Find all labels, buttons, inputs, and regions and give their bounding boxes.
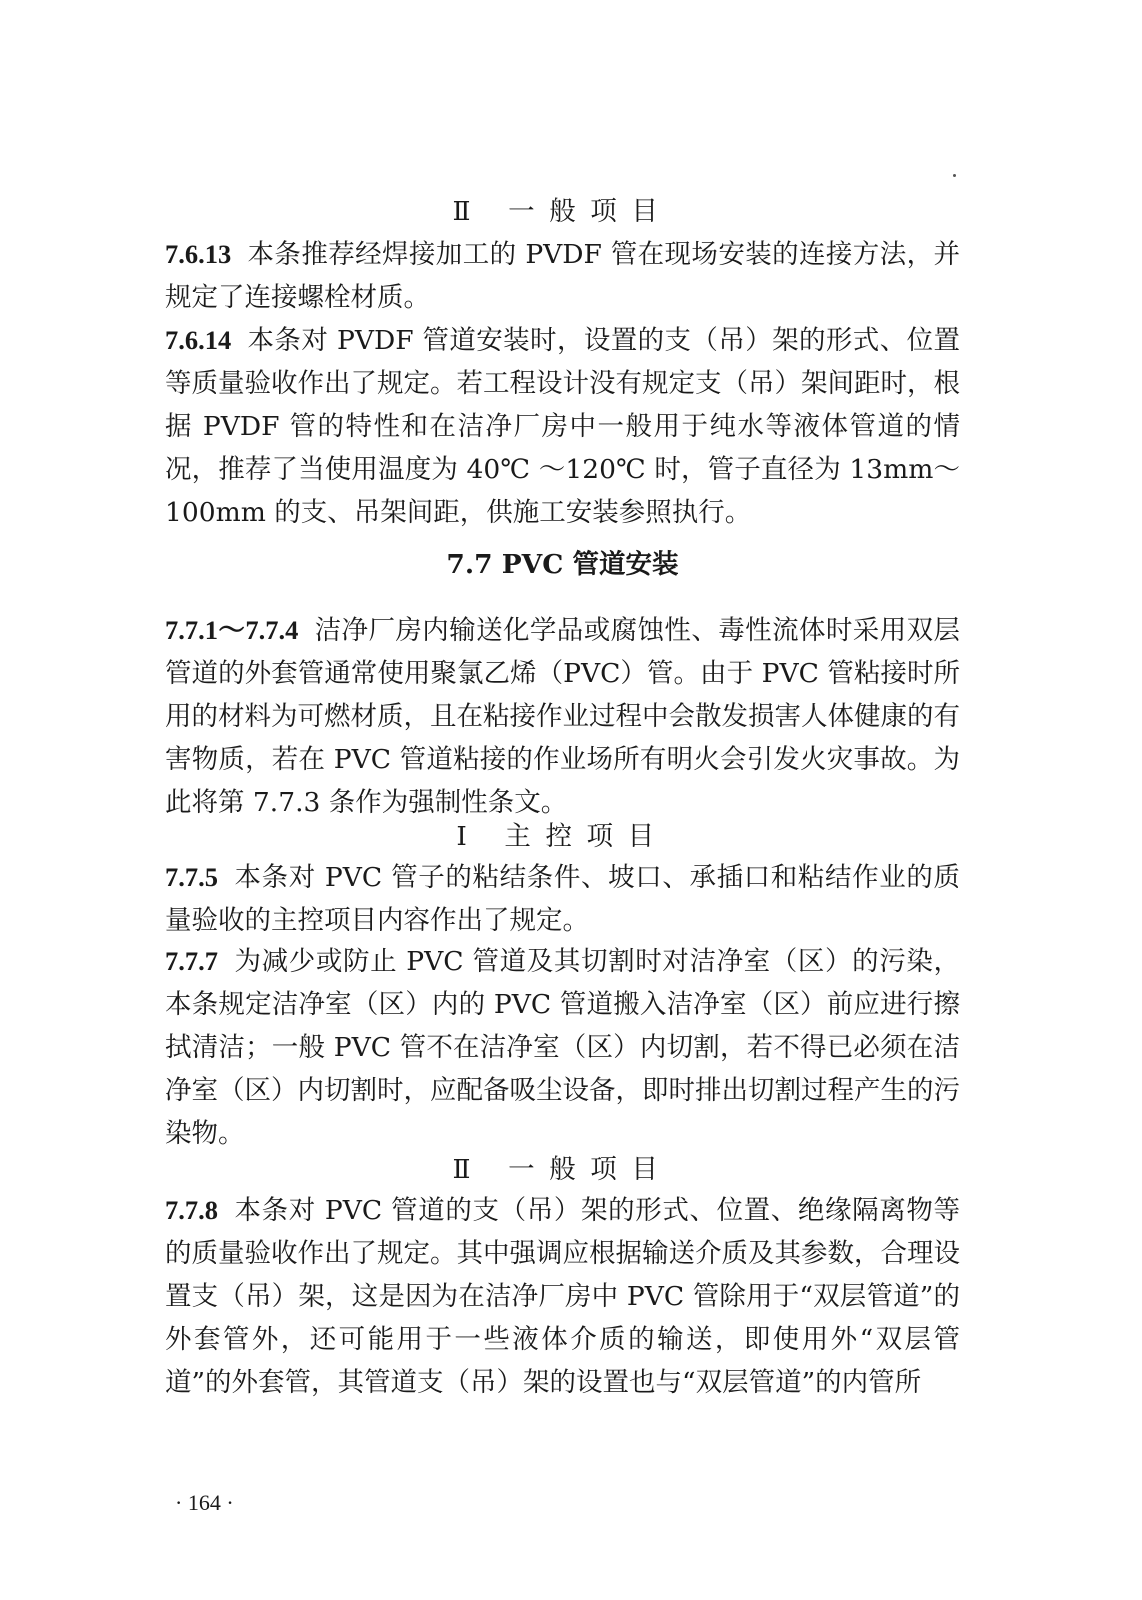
heading-general-items-1: Ⅱ 一般项目 (452, 196, 673, 227)
section-title-7-7: 7.7 PVC 管道安装 (446, 549, 679, 580)
heading-general-items-2: Ⅱ 一般项目 (452, 1154, 673, 1185)
clause-number: 7.7.8 (165, 1195, 218, 1225)
clause-number: 7.7.7 (165, 946, 218, 976)
clause-text: 本条推荐经焊接加工的 PVDF 管在现场安装的连接方法，并规定了连接螺栓材质。 (165, 239, 960, 313)
clause-7-7-7 (165, 940, 960, 1155)
clause-7-7-8 (165, 1189, 960, 1404)
clause-text: 本条对 PVDF 管道安装时，设置的支（吊）架的形式、位置等质量验收作出了规定。若工程设计没有规定支（吊）架间距时，根据 PVDF 管的特性和在洁净厂房中一般用于纯水等液体管道的情况，推荐了当使用温度为 40℃ ～120℃ 时，管子直径为 13mm～100mm 的支、吊架间距，供施工安装参照执行。 (165, 325, 960, 528)
clause-number: 7.7.1～7.7.4 (165, 615, 299, 645)
clause-number: 7.6.13 (165, 239, 232, 269)
clause-text: 洁净厂房内输送化学品或腐蚀性、毒性流体时采用双层管道的外套管通常使用聚氯乙烯（PVC）管。由于 PVC 管粘接时所用的材料为可燃材质，且在粘接作业过程中会散发损害人体健康的有害物质，若在 PVC 管道粘接的作业场所有明火会引发火灾事故。为此将第 7.7.3 条作为强制性条文。 (165, 615, 961, 818)
heading-main-control-items: Ⅰ 主控项目 (456, 821, 669, 852)
scan-speck (953, 174, 956, 177)
clause-text: 本条对 PVC 管子的粘结条件、坡口、承插口和粘结作业的质量验收的主控项目内容作出了规定。 (165, 862, 960, 936)
clause-number: 7.7.5 (165, 862, 218, 892)
clause-7-7-5 (165, 856, 960, 942)
clause-7-7-1-to-7-7-4 (165, 609, 960, 824)
page-number: · 164 · (175, 1490, 234, 1515)
clause-7-6-13 (165, 233, 960, 319)
clause-text: 为减少或防止 PVC 管道及其切割时对洁净室（区）的污染，本条规定洁净室（区）内的 PVC 管道搬入洁净室（区）前应进行擦拭清洁；一般 PVC 管不在洁净室（区）内切割，若不得已必须在洁净室（区）内切割时，应配备吸尘设备，即时排出切割过程产生的污染物。 (165, 946, 960, 1149)
clause-number: 7.6.14 (165, 325, 232, 355)
clause-7-6-14 (165, 319, 960, 534)
clause-text: 本条对 PVC 管道的支（吊）架的形式、位置、绝缘隔离物等的质量验收作出了规定。其中强调应根据输送介质及其参数，合理设置支（吊）架，这是因为在洁净厂房中 PVC 管除用于“双层管道”的外套管外，还可能用于一些液体介质的输送，即使用外“双层管道”的外套管，其管道支（吊）架的设置也与“双层管道”的内管所 (165, 1195, 960, 1398)
